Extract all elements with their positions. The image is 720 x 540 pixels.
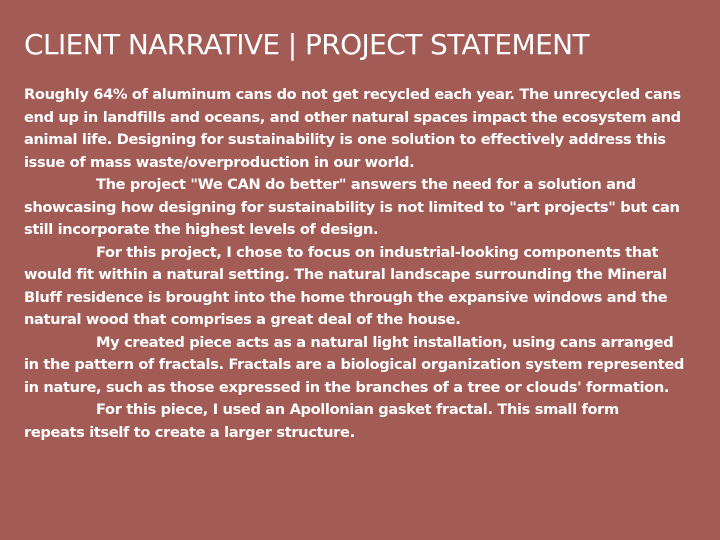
statement-line: would fit within a natural setting. The natural landscape surrounding the Mineral: [24, 266, 667, 283]
statement-line: issue of mass waste/overproduction in our world.: [24, 153, 415, 171]
statement-line: animal life. Designing for sustainability is one solution to effectively address this: [24, 131, 666, 148]
statement-line-indented: The project "We CAN do better" answers the need for a solution and: [96, 176, 636, 193]
statement-line: still incorporate the highest levels of design.: [24, 221, 379, 238]
project-statement-body: [24, 84, 704, 444]
statement-line: repeats itself to create a larger structure.: [24, 423, 355, 441]
statement-line: natural wood that comprises a great deal of the house.: [24, 311, 461, 328]
statement-line: in nature, such as those expressed in the branches of a tree or clouds' formation.: [24, 378, 670, 396]
statement-line-indented: For this piece, I used an Apollonian gasket fractal. This small form: [96, 401, 619, 418]
statement-line: Bluff residence is brought into the home through the expansive windows and the: [24, 288, 668, 306]
statement-line-indented: For this project, I chose to focus on industrial-looking components that: [96, 243, 659, 261]
statement-line: Roughly 64% of aluminum cans do not get recycled each year. The unrecycled cans: [24, 86, 681, 103]
statement-line: end up in landfills and oceans, and other natural spaces impact the ecosystem and: [24, 108, 681, 126]
statement-line: showcasing how designing for sustainability is not limited to "art projects" but can: [24, 198, 680, 216]
statement-line: in the pattern of fractals. Fractals are a biological organization system represented: [24, 356, 685, 373]
slide-title: CLIENT NARRATIVE | PROJECT STATEMENT: [24, 28, 590, 61]
statement-line-indented: My created piece acts as a natural light installation, using cans arranged: [96, 333, 674, 351]
